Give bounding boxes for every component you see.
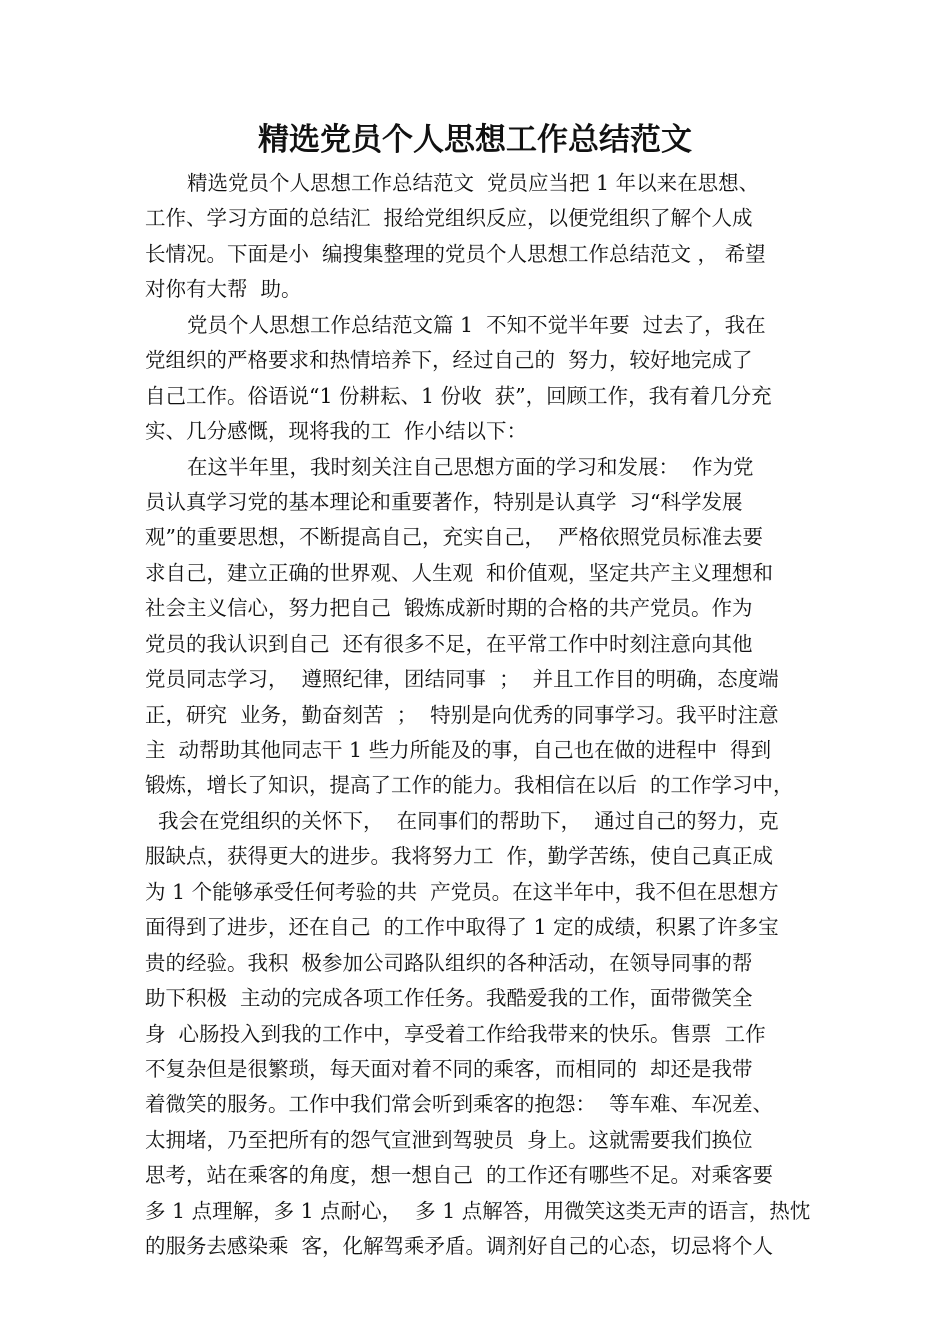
text-line: 党员个人思想工作总结范文篇 1 不知不觉半年要 过去了，我在 <box>187 312 766 337</box>
text-line: 多 1 点理解，多 1 点耐心， 多 1 点解答，用微笑这类无声的语言，热忱 <box>145 1198 811 1223</box>
text-line: 身 心肠投入到我的工作中，享受着工作给我带来的快乐。售票 工作 <box>145 1021 766 1046</box>
text-line: 助下积极 主动的完成各项工作任务。我酷爱我的工作，面带微笑全 <box>145 986 753 1011</box>
text-line: 工作、学习方面的总结汇 报给党组织反应，以便党组织了解个人成 <box>145 206 753 231</box>
text-line: 自己工作。俗语说“1 份耕耘、1 份收 获”，回顾工作，我有着几分充 <box>145 383 772 408</box>
document-body <box>145 166 825 1265</box>
text-line: 面得到了进步，还在自己 的工作中取得了 1 定的成绩，积累了许多宝 <box>145 915 779 940</box>
text-line: 实、几分感慨，现将我的工 作小结以下： <box>145 419 528 444</box>
text-line: 党员的我认识到自己 还有很多不足，在平常工作中时刻注意向其他 <box>145 631 753 656</box>
text-line: 我会在党组织的关怀下， 在同事们的帮助下， 通过自己的努力，克 <box>145 808 779 833</box>
text-line: 长情况。下面是小 编搜集整理的党员个人思想工作总结范文 ， 希望 <box>145 241 766 266</box>
text-line: 锻炼，增长了知识，提高了工作的能力。我相信在以后 的工作学习中， <box>145 773 794 798</box>
text-line: 党员同志学习， 遵照纪律，团结同事 ； 并且工作目的明确，态度端 <box>145 667 779 692</box>
text-line: 的服务去感染乘 客，化解驾乘矛盾。调剂好自己的心态，切忌将个人 <box>145 1234 774 1259</box>
document-title: 精选党员个人思想工作总结范文 <box>258 122 692 158</box>
text-line: 不复杂但是很繁琐，每天面对着不同的乘客，而相同的 却还是我带 <box>145 1056 753 1081</box>
text-line: 党组织的严格要求和热情培养下，经过自己的 努力，较好地完成了 <box>145 348 753 373</box>
text-line: 对你有大帮 助。 <box>145 277 302 302</box>
text-line: 求自己，建立正确的世界观、人生观 和价值观，坚定共产主义理想和 <box>145 560 774 585</box>
text-line: 员认真学习党的基本理论和重要著作，特别是认真学 习“科学发展 <box>145 489 743 514</box>
text-line: 服缺点，获得更大的进步。我将努力工 作，勤学苦练，使自己真正成 <box>145 844 774 869</box>
text-line: 正，研究 业务，勤奋刻苦 ； 特别是向优秀的同事学习。我平时注意 <box>145 702 779 727</box>
text-line: 在这半年里，我时刻关注自己思想方面的学习和发展： 作为党 <box>187 454 754 479</box>
text-line: 精选党员个人思想工作总结范文 党员应当把 1 年以来在思想、 <box>187 171 760 195</box>
text-line: 太拥堵，乃至把所有的怨气宣泄到驾驶员 身上。这就需要我们换位 <box>145 1127 753 1152</box>
text-line: 主 动帮助其他同志干 1 些力所能及的事，自己也在做的进程中 得到 <box>145 738 772 762</box>
text-line: 贵的经验。我积 极参加公司路队组织的各种活动，在领导同事的帮 <box>145 950 753 975</box>
text-line: 社会主义信心，努力把自己 锻炼成新时期的合格的共产党员。作为 <box>145 596 753 621</box>
text-line: 观”的重要思想，不断提高自己，充实自己， 严格依照党员标准去要 <box>145 525 764 550</box>
text-line: 为 1 个能够承受任何考验的共 产党员。在这半年中，我不但在思想方 <box>145 879 779 904</box>
text-line: 着微笑的服务。工作中我们常会听到乘客的抱怨： 等车难、车况差、 <box>145 1092 774 1117</box>
text-line: 思考，站在乘客的角度，想一想自己 的工作还有哪些不足。对乘客要 <box>145 1163 774 1188</box>
